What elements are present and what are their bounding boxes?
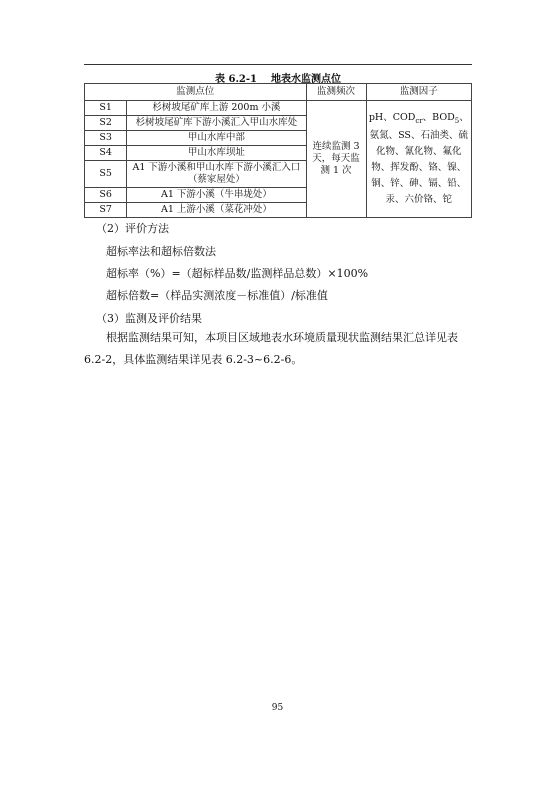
page-number: 95 — [271, 703, 284, 713]
row-code: S4 — [85, 146, 127, 161]
exceed-rate-formula: 超标率（%）=（超标样品数/监测样品总数）×100% — [106, 267, 369, 280]
row-site: 杉树坡尾矿库下游小溪汇入甲山水库处 — [127, 116, 306, 131]
method-description: 超标率法和超标倍数法 — [106, 245, 216, 258]
table-row — [85, 101, 472, 116]
results-heading: （3）监测及评价结果 — [96, 312, 202, 325]
monitoring-table — [84, 83, 472, 218]
header-site: 监测点位 — [85, 84, 307, 101]
header-frequency: 监测频次 — [306, 84, 366, 101]
header-rule — [84, 64, 472, 65]
row-code: S2 — [85, 116, 127, 131]
frequency-cell: 连续监测 3 天，每天监测 1 次 — [306, 101, 366, 218]
exceed-multiple-formula: 超标倍数=（样品实测浓度－标准值）/标准值 — [106, 289, 328, 302]
row-site: 甲山水库坝址 — [127, 146, 306, 161]
row-code: S1 — [85, 101, 127, 116]
row-site: 杉树坡尾矿库上游 200m 小溪 — [127, 101, 306, 116]
row-site: A1 下游小溪（牛串垅处） — [127, 188, 306, 203]
row-site: 甲山水库中部 — [127, 131, 306, 146]
row-site: A1 上游小溪（菜花冲处） — [127, 203, 306, 218]
row-code: S6 — [85, 188, 127, 203]
header-factors: 监测因子 — [366, 84, 471, 101]
row-site: A1 下游小溪和甲山水库下游小溪汇入口（蔡家屋处） — [127, 161, 306, 188]
table-number: 表 6.2-1 — [215, 74, 257, 85]
row-code: S7 — [85, 203, 127, 218]
method-heading: （2）评价方法 — [96, 222, 169, 235]
table-title: 地表水监测点位 — [271, 74, 341, 85]
table-header-row — [85, 84, 472, 101]
row-code: S5 — [85, 161, 127, 188]
row-code: S3 — [85, 131, 127, 146]
results-paragraph: 根据监测结果可知，本项目区域地表水环境质量现状监测结果汇总详见表 6.2-2，具体监测结果详见表 6.2-3~6.2-6。 — [84, 331, 458, 366]
factors-cell: pH、$COD_{cr}$、$BOD_5$、氨氮、SS、石油类、硫化物、氰化物、氟化物、挥发酚、铬、镍、铜、锌、砷、镉、铅、汞、六价铬、铊 — [366, 101, 471, 218]
